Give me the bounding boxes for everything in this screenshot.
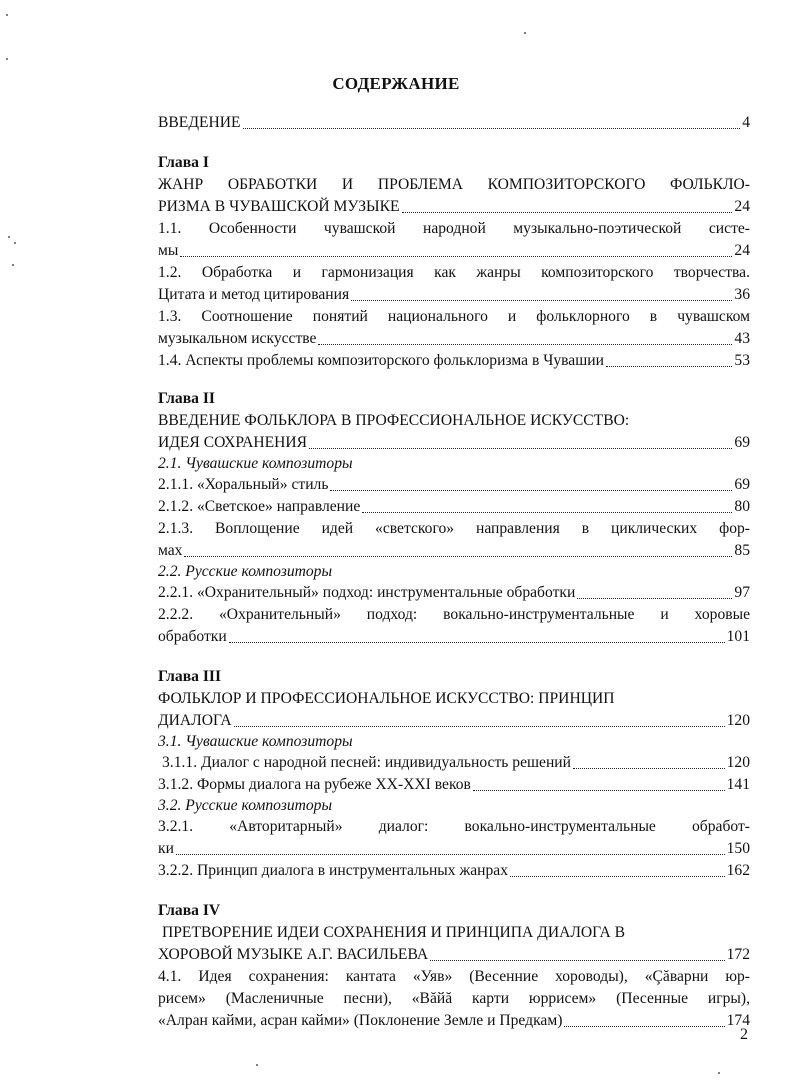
toc-page-number: 69 [734,434,750,451]
toc-page-number: 69 [734,476,750,493]
dot-leader [573,768,725,769]
toc-page-number: 150 [726,840,750,857]
toc-page-number: 24 [734,198,750,215]
section-1-2-line-2 [158,284,750,306]
item-3-1-2 [158,774,750,796]
toc-entry-intro [158,112,750,134]
toc-page-number: 120 [726,754,750,771]
item-2-1-3-line-2 [158,540,750,562]
toc-entry-text: «Алран кайми, асран кайми» (Поклонение Земле и Предкам) [158,1012,563,1029]
scan-speck [12,264,14,266]
toc-page-number: 172 [726,946,750,963]
subsection-3-2-heading: 3.2. Русские композиторы [158,797,333,814]
section-4-1-line-3 [158,1010,750,1032]
chapter-1-title-line-2 [158,196,750,218]
subsection-2-2-heading: 2.2. Русские композиторы [158,563,333,580]
toc-page-number: 24 [734,242,750,259]
toc-entry-text: 3.2.2. Принцип диалога в инструментальных жанрах [158,862,509,879]
chapter-1-title-line-1: ЖАНР ОБРАБОТКИ И ПРОБЛЕМА КОМПОЗИТОРСКОГО ФОЛЬКЛО- [158,176,750,193]
toc-entry-text: мы [158,242,179,259]
toc-page-number: 120 [726,712,750,729]
dot-leader [234,726,725,727]
dot-leader [564,1026,724,1027]
toc-entry-text: 3.1.2. Формы диалога на рубеже XX-XXI веков [158,776,471,793]
toc-page-number: 80 [734,498,750,515]
toc-page-number: 53 [734,352,750,369]
toc-entry-text: ВВЕДЕНИЕ [158,114,241,131]
toc-entry-text: обработки [158,628,227,645]
chapter-2-title-line-1: ВВЕДЕНИЕ ФОЛЬКЛОРА В ПРОФЕССИОНАЛЬНОЕ ИСКУССТВО: [158,412,630,429]
toc-entry-text: 1.4. Аспекты проблемы композиторского фольклоризма в Чувашии [158,352,604,369]
scan-speck [14,242,16,244]
toc-page-number: 162 [726,862,750,879]
toc-page-number: 174 [726,1012,750,1029]
section-1-2-line-1: 1.2. Обработка и гармонизация как жанры композиторского творчества. [158,264,750,281]
dot-leader [402,212,733,213]
dot-leader [243,128,741,129]
item-3-2-2 [158,860,750,882]
toc-entry-text: музыкальном искусстве [158,330,317,347]
toc-entry-text: 3.1.1. Диалог с народной песней: индивидуальность решений [162,754,571,771]
toc-page-number: 141 [726,776,750,793]
toc-entry-text: 2.1.2. «Светское» направление [158,498,361,515]
dot-leader [309,448,732,449]
dot-leader [184,556,732,557]
item-2-2-2-line-2 [158,626,750,648]
section-1-3-line-1: 1.3. Соотношение понятий национального и фольклорного в чувашском [158,308,750,325]
section-1-3-line-2 [158,328,750,350]
chapter-2-label: Глава II [158,390,215,407]
item-2-2-1 [158,582,750,604]
dot-leader [351,300,732,301]
chapter-4-label: Глава IV [158,902,221,919]
item-2-1-1 [158,474,750,496]
page-title: СОДЕРЖАНИЕ [332,74,460,93]
scan-speck [256,1064,258,1066]
section-1-1-line-2 [158,240,750,262]
chapter-1-label: Глава I [158,154,209,171]
chapter-2-title-line-2 [158,432,750,454]
dot-leader [362,512,732,513]
dot-leader [318,344,732,345]
toc-entry-text: 2.1.1. «Хоральный» стиль [158,476,329,493]
toc-entry-text: Цитата и метод цитирования [158,286,350,303]
section-1-1-line-1: 1.1. Особенности чувашской народной музыкально-поэтической систе- [158,220,750,237]
item-2-1-3-line-1: 2.1.3. Воплощение идей «светского» направления в циклических фор- [158,520,750,537]
section-4-1-line-1: 4.1. Идея сохранения: кантата «Уяв» (Весенние хороводы), «Çăварни юр- [158,968,750,985]
toc-page-number: 97 [734,584,750,601]
dot-leader [510,876,725,877]
dot-leader [473,790,725,791]
toc-entry-text: ХОРОВОЙ МУЗЫКЕ А.Г. ВАСИЛЬЕВА [158,946,429,963]
item-2-1-2 [158,496,750,518]
item-3-2-1-line-2 [158,838,750,860]
page-number: 2 [740,1026,748,1043]
scan-speck [8,236,10,238]
section-1-4 [158,350,750,372]
toc-entry-text: ИДЕЯ СОХРАНЕНИЯ [158,434,308,451]
dot-leader [430,960,724,961]
toc-entry-text: мах [158,542,183,559]
toc-page-number: 85 [734,542,750,559]
toc-entry-text: ДИАЛОГА [158,712,232,729]
scan-speck [6,58,8,60]
chapter-4-title-line-1: ПРЕТВОРЕНИЕ ИДЕИ СОХРАНЕНИЯ И ПРИНЦИПА ДИАЛОГА В [162,924,626,941]
scan-speck [6,14,8,16]
chapter-4-title-line-2 [158,944,750,966]
dot-leader [229,642,725,643]
toc-page-number: 36 [734,286,750,303]
chapter-3-title-line-2 [158,710,750,732]
toc-entry-text: 2.2.1. «Охранительный» подход: инструментальные обработки [158,584,576,601]
subsection-2-1-heading: 2.1. Чувашские композиторы [158,455,353,472]
item-2-2-2-line-1: 2.2.2. «Охранительный» подход: вокально-инструментальные и хоровые [158,606,750,623]
chapter-3-title-line-1: ФОЛЬКЛОР И ПРОФЕССИОНАЛЬНОЕ ИСКУССТВО: ПРИНЦИП [158,690,615,707]
dot-leader [180,256,732,257]
subsection-3-1-heading: 3.1. Чувашские композиторы [158,733,353,750]
dot-leader [577,598,732,599]
dot-leader [606,366,732,367]
table-of-contents [158,112,750,1032]
toc-entry-text: ки [158,840,174,857]
toc-entry-text: РИЗМА В ЧУВАШСКОЙ МУЗЫКЕ [158,198,400,215]
item-3-1-1 [158,752,750,774]
scan-speck [524,32,526,34]
section-4-1-line-2: рисем» (Масленичные песни), «Вăйă карти юррисем» (Песенные игры), [158,990,750,1007]
toc-page-number: 4 [742,114,750,131]
item-3-2-1-line-1: 3.2.1. «Авторитарный» диалог: вокально-инструментальные обработ- [158,818,750,835]
toc-page-number: 43 [734,330,750,347]
scan-speck [718,1072,720,1074]
dot-leader [176,854,725,855]
toc-page-number: 101 [726,628,750,645]
dot-leader [330,490,732,491]
chapter-3-label: Глава III [158,668,222,685]
